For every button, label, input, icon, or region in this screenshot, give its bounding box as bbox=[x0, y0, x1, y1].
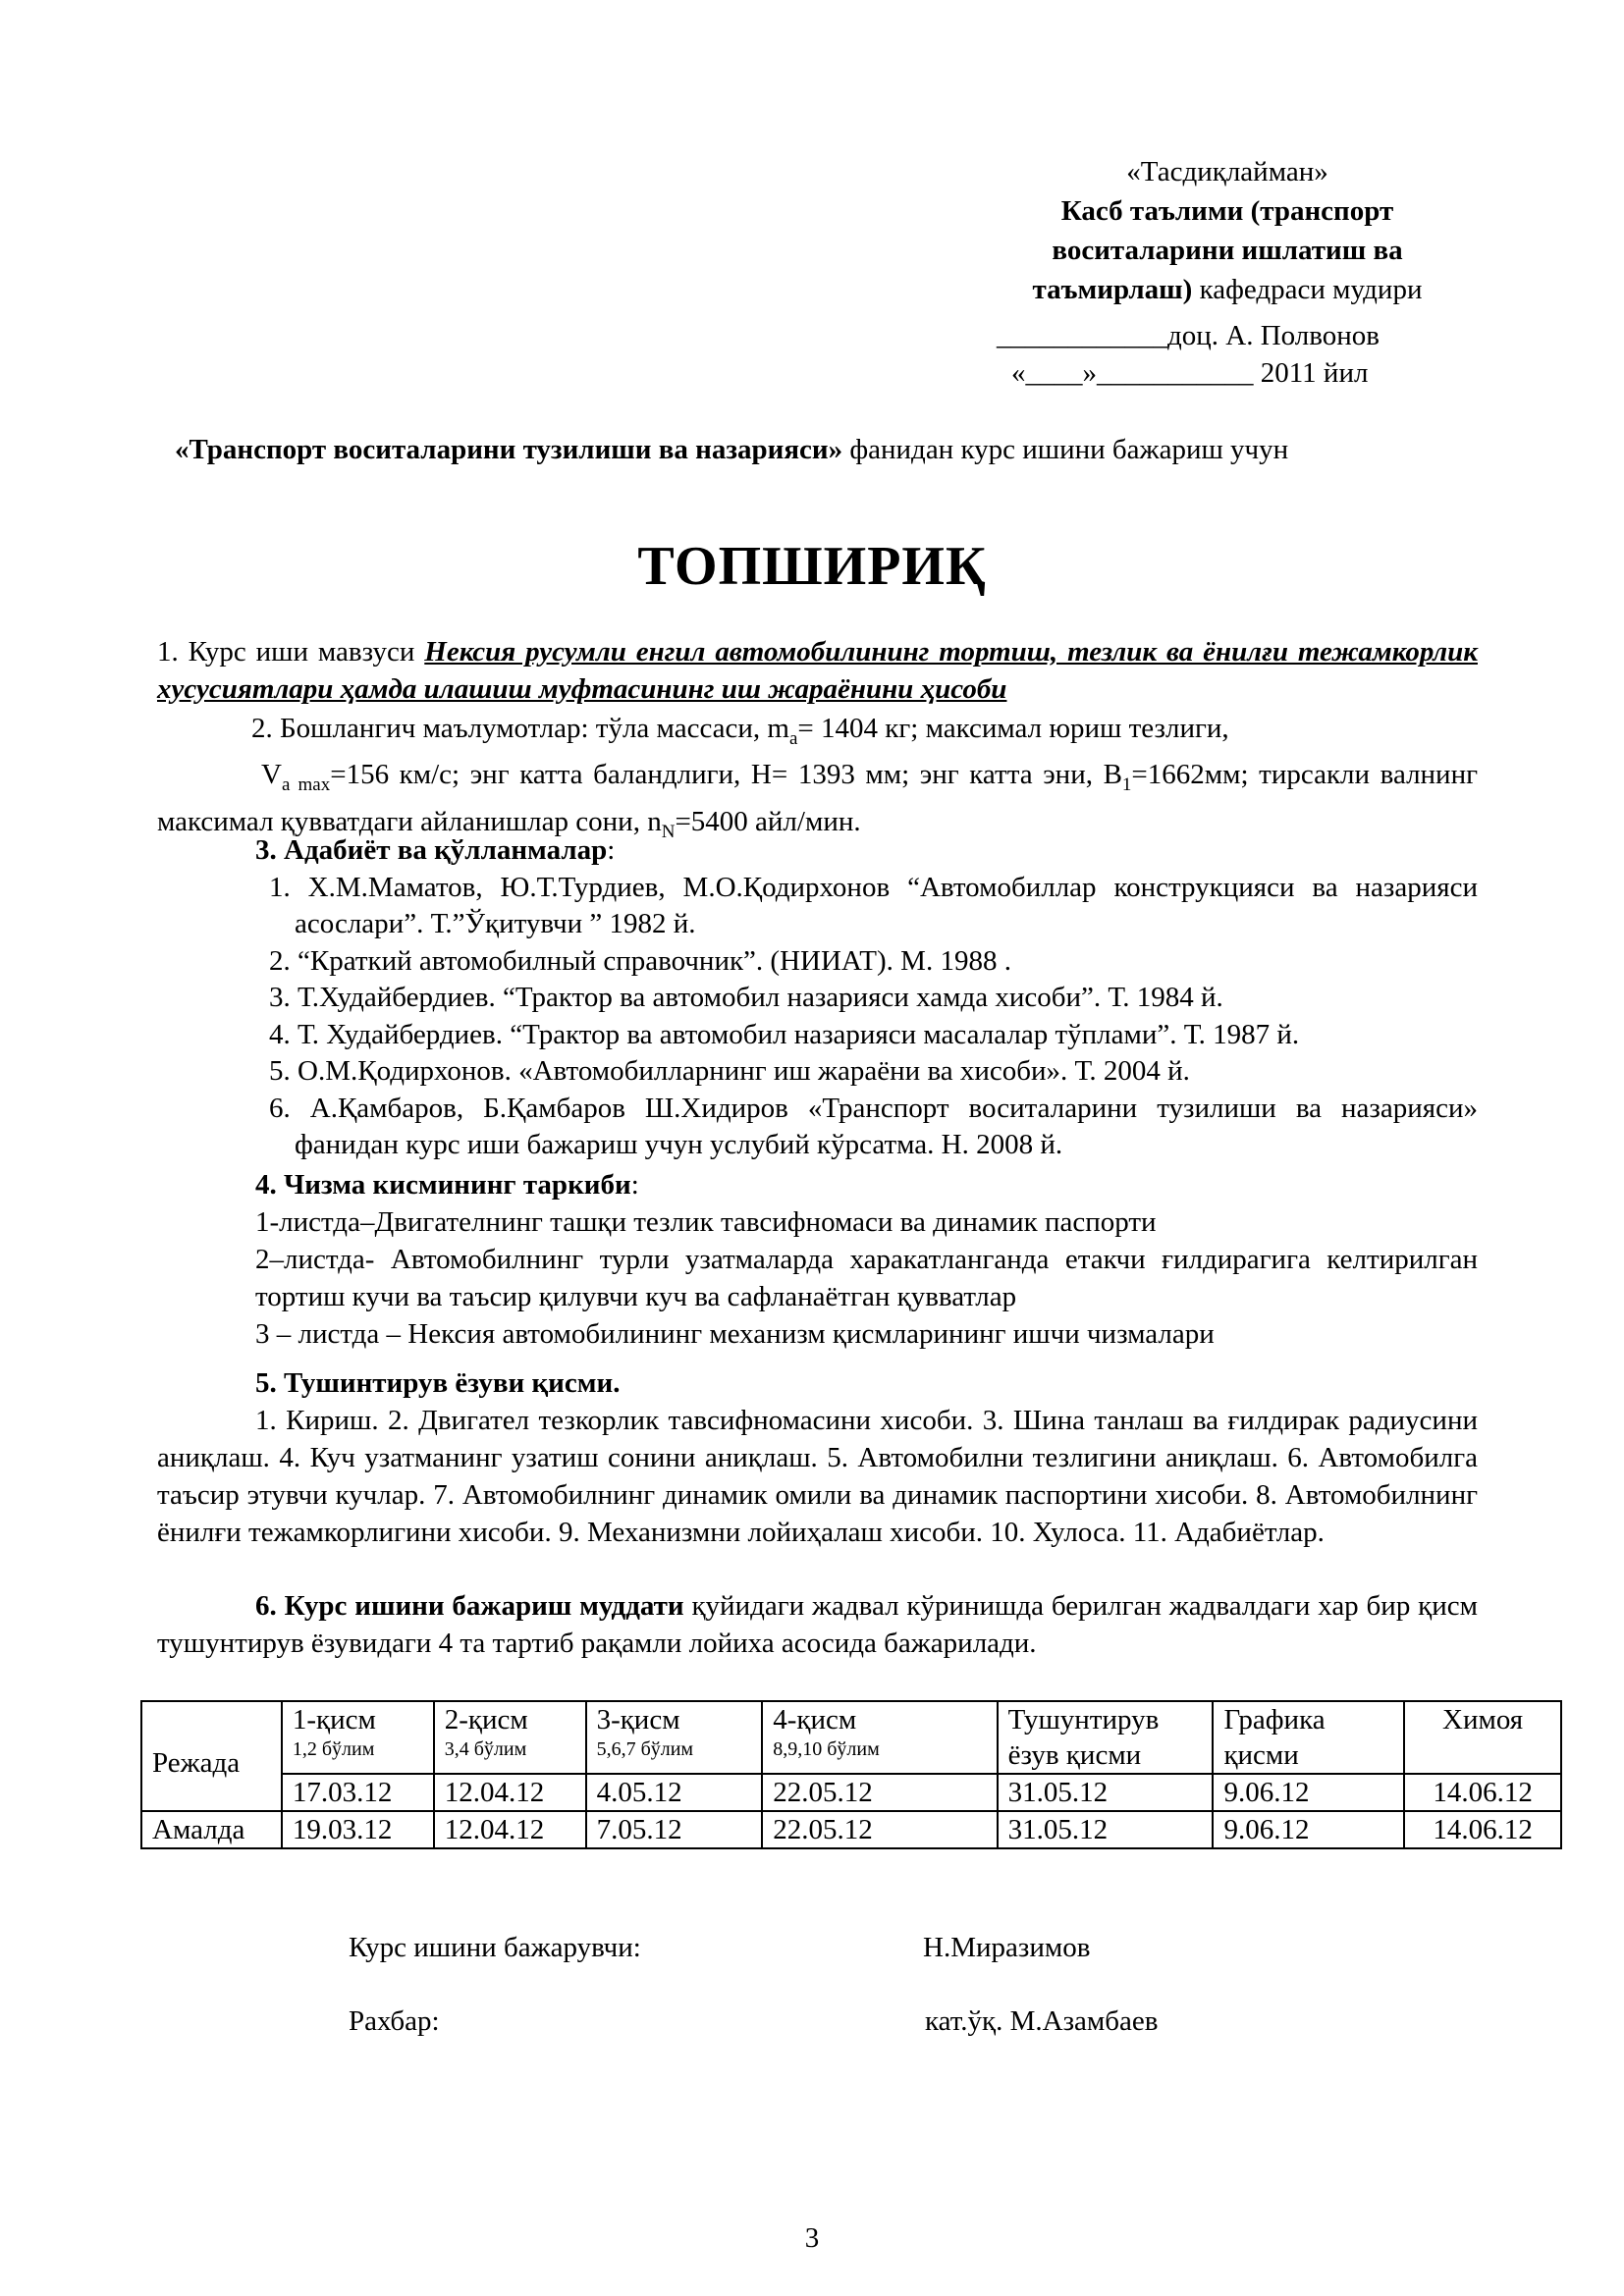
literature-item: 5. О.М.Қодирхонов. «Автомобилларнинг иш жараёни ва хисоби». Т. 2004 й. bbox=[269, 1055, 1190, 1087]
approval-block bbox=[992, 152, 1463, 309]
approval-signature-line: ____________доц. А. Полвонов bbox=[997, 320, 1380, 351]
approval-line-2: воситаларини ишлатиш ва bbox=[1052, 235, 1403, 266]
table-cell: 12.04.12 bbox=[434, 1774, 586, 1811]
column-title: Графика bbox=[1223, 1704, 1326, 1735]
deadline-heading: 6. Курс ишини бажариш муддати bbox=[255, 1590, 684, 1622]
column-title: 2-қисм bbox=[444, 1704, 528, 1735]
supervisor-label: Рахбар: bbox=[349, 2005, 440, 2037]
topic-value: Нексия русумли енгил автомобилининг тортиш, тезлик ва ёнилғи тежамкорлик хусусиятлари ҳамда илашиш муфтасининг иш жараёнини ҳисоби bbox=[157, 636, 1478, 705]
initial-data-text-2: =156 км/с; энг катта баландлиги, H= 1393 мм; энг катта эни, B bbox=[330, 759, 1122, 791]
drawing-item: 3 – листда – Нексия автомобилининг механизм қисмларининг ишчи чизмалари bbox=[255, 1318, 1215, 1350]
table-row-actual bbox=[141, 1811, 1561, 1848]
table-cell: 22.05.12 bbox=[762, 1774, 997, 1811]
table-cell: 7.05.12 bbox=[586, 1811, 763, 1848]
column-title: Тушунтирув bbox=[1007, 1704, 1160, 1735]
column-subtitle: қисми bbox=[1223, 1739, 1299, 1771]
table-row-plan bbox=[141, 1774, 1561, 1811]
table-cell: 31.05.12 bbox=[998, 1811, 1214, 1848]
initial-data-paragraph bbox=[157, 711, 1478, 850]
drawings-heading-colon: : bbox=[630, 1169, 639, 1201]
column-subtitle: 8,9,10 бўлим bbox=[773, 1738, 880, 1760]
table-header-cell bbox=[1213, 1701, 1404, 1774]
table-header-cell bbox=[586, 1701, 763, 1774]
column-subtitle: 1,2 бўлим bbox=[292, 1738, 375, 1760]
column-subtitle: 5,6,7 бўлим bbox=[596, 1738, 694, 1760]
subject-rest: фанидан курс ишини бажариш учун bbox=[842, 434, 1289, 465]
drawing-item: 1-листда–Двигателнинг ташқи тезлик тавсифномаси ва динамик паспорти bbox=[255, 1206, 1157, 1238]
page-title: ТОПШИРИҚ bbox=[637, 536, 987, 597]
explanation-heading bbox=[157, 1364, 1478, 1402]
column-title: 3-қисм bbox=[596, 1704, 680, 1735]
initial-data-line-1 bbox=[157, 711, 1478, 757]
supervisor-name: кат.ўқ. М.Азамбаев bbox=[925, 2005, 1159, 2037]
subject-line bbox=[175, 434, 1471, 466]
literature-item: 4. Т. Худайбердиев. “Трактор ва автомобил назарияси масалалар тўплами”. Т. 1987 й. bbox=[269, 1018, 1300, 1050]
row-label-plan-text: Режада bbox=[152, 1747, 241, 1779]
deadline-text: қуйидаги жадвал кўринишда берилган жадвалдаги хар бир қисм тушунтирув ёзувидаги 4 та тартиб рақамли лойиха асосида бажарилади. bbox=[157, 1590, 1478, 1659]
approval-date-line: «____»___________ 2011 йил bbox=[1011, 357, 1369, 389]
mass-subscript: a bbox=[788, 727, 798, 749]
table-header-cell bbox=[1404, 1701, 1561, 1774]
table-cell: 4.05.12 bbox=[586, 1774, 763, 1811]
table-header-cell bbox=[762, 1701, 997, 1774]
explanation-text: 1. Кириш. 2. Двигател тезкорлик тавсифномасини хисоби. 3. Шина танлаш ва ғилдирак радиусини аниқлаш. 4. Куч узатманинг узатиш сонини аниқлаш. 5. Автомобилни тезлигини аниқлаш. 6. Автомобилга таъсир этувчи кучлар. 7. Автомобилнинг динамик омили ва динамик паспортини хисоби. 8. Автомобилнинг ёнилғи тежамкорлигини хисоби. 9. Механизмни лойиҳалаш хисоби. 10. Хулоса. 11. Адабиётлар. bbox=[157, 1405, 1478, 1548]
literature-heading bbox=[255, 832, 1478, 870]
table-cell: 31.05.12 bbox=[998, 1774, 1214, 1811]
schedule-table bbox=[140, 1700, 1562, 1849]
table-header-cell bbox=[998, 1701, 1214, 1774]
initial-data-text-3: =1662мм; тирсакли валнинг максимал қувватдаги айланишлар сони, n bbox=[157, 759, 1478, 837]
approval-line-3-bold: таъмирлаш) bbox=[1032, 274, 1193, 305]
drawings-section bbox=[255, 1166, 1478, 1353]
deadline-paragraph bbox=[157, 1587, 1478, 1662]
approval-quote: «Тасдиқлайман» bbox=[1126, 156, 1328, 187]
literature-heading-colon: : bbox=[607, 834, 616, 866]
performer-label: Курс ишини бажарувчи: bbox=[349, 1932, 641, 1963]
drawings-heading bbox=[255, 1166, 1478, 1203]
table-cell: 19.03.12 bbox=[282, 1811, 434, 1848]
column-title: 4-қисм bbox=[773, 1704, 857, 1735]
drawing-item: 2–листда- Автомобилнинг турли узатмаларда харакатланганда етакчи ғилдирагига келтирилган тортиш кучи ва таъсир қилувчи куч ва сафланаётган қувватлар bbox=[255, 1244, 1478, 1312]
table-header-cell bbox=[434, 1701, 586, 1774]
literature-item: 3. Т.Худайбердиев. “Трактор ва автомобил назарияси хамда хисоби”. Т. 1984 й. bbox=[269, 982, 1223, 1013]
approval-line-3-rest: кафедраси мудири bbox=[1192, 274, 1423, 305]
velocity-subscript: a max bbox=[281, 774, 331, 796]
approval-line-3 bbox=[992, 270, 1463, 309]
table-cell: 14.06.12 bbox=[1404, 1774, 1561, 1811]
page-number: 3 bbox=[804, 2222, 820, 2254]
table-cell: 22.05.12 bbox=[762, 1811, 997, 1848]
table-cell: 14.06.12 bbox=[1404, 1811, 1561, 1848]
topic-label: 1. Курс иши мавзуси bbox=[157, 636, 425, 667]
column-subtitle: 3,4 бўлим bbox=[444, 1738, 527, 1760]
literature-heading-text: 3. Адабиёт ва қўлланмалар bbox=[255, 834, 608, 866]
column-title: Химоя bbox=[1442, 1704, 1524, 1735]
performer-name: Н.Миразимов bbox=[923, 1932, 1091, 1963]
initial-data-text-1: 2. Бошлангич маълумотлар: тўла массаси, m bbox=[251, 713, 789, 744]
approval-line-1: Касб таълими (транспорт bbox=[1060, 195, 1394, 227]
table-header-cell bbox=[282, 1701, 434, 1774]
table-header-row bbox=[141, 1701, 1561, 1774]
explanation-section bbox=[157, 1364, 1478, 1551]
literature-item: 1. Х.М.Маматов, Ю.Т.Турдиев, М.О.Қодирхонов “Автомобиллар конструкцияси ва назарияси асослари”. Т.”Ўқитувчи ” 1982 й. bbox=[269, 871, 1478, 939]
width-subscript: 1 bbox=[1121, 774, 1132, 796]
rpm-subscript: N bbox=[661, 821, 676, 842]
literature-item: 6. А.Қамбаров, Б.Қамбаров Ш.Хидиров «Транспорт воситаларини тузилиши ва назарияси» фанидан курс иши бажариш учун услубий кўрсатма. Н. 2008 й. bbox=[269, 1092, 1478, 1160]
subject-course-name: «Транспорт воситаларини тузилиши ва назарияси» bbox=[175, 434, 843, 465]
drawings-heading-text: 4. Чизма кисмининг таркиби bbox=[255, 1169, 631, 1201]
row-label-plan bbox=[141, 1701, 282, 1811]
column-title: 1-қисм bbox=[292, 1704, 376, 1735]
table-cell: 12.04.12 bbox=[434, 1811, 586, 1848]
initial-data-text-4: =5400 айл/мин. bbox=[675, 805, 861, 837]
velocity-symbol: V bbox=[261, 759, 282, 791]
table-cell: 9.06.12 bbox=[1213, 1811, 1404, 1848]
topic-paragraph bbox=[157, 634, 1478, 708]
literature-section bbox=[255, 832, 1478, 1164]
explanation-heading-text: 5. Тушинтирув ёзуви қисми. bbox=[255, 1367, 621, 1399]
table-cell: 17.03.12 bbox=[282, 1774, 434, 1811]
row-label-actual: Амалда bbox=[141, 1811, 282, 1848]
column-subtitle: ёзув қисми bbox=[1007, 1739, 1142, 1771]
literature-item: 2. “Краткий автомобилный справочник”. (НИИАТ). М. 1988 . bbox=[269, 944, 1011, 977]
table-cell: 9.06.12 bbox=[1213, 1774, 1404, 1811]
initial-data-text-1b: = 1404 кг; максимал юриш тезлиги, bbox=[797, 713, 1229, 744]
